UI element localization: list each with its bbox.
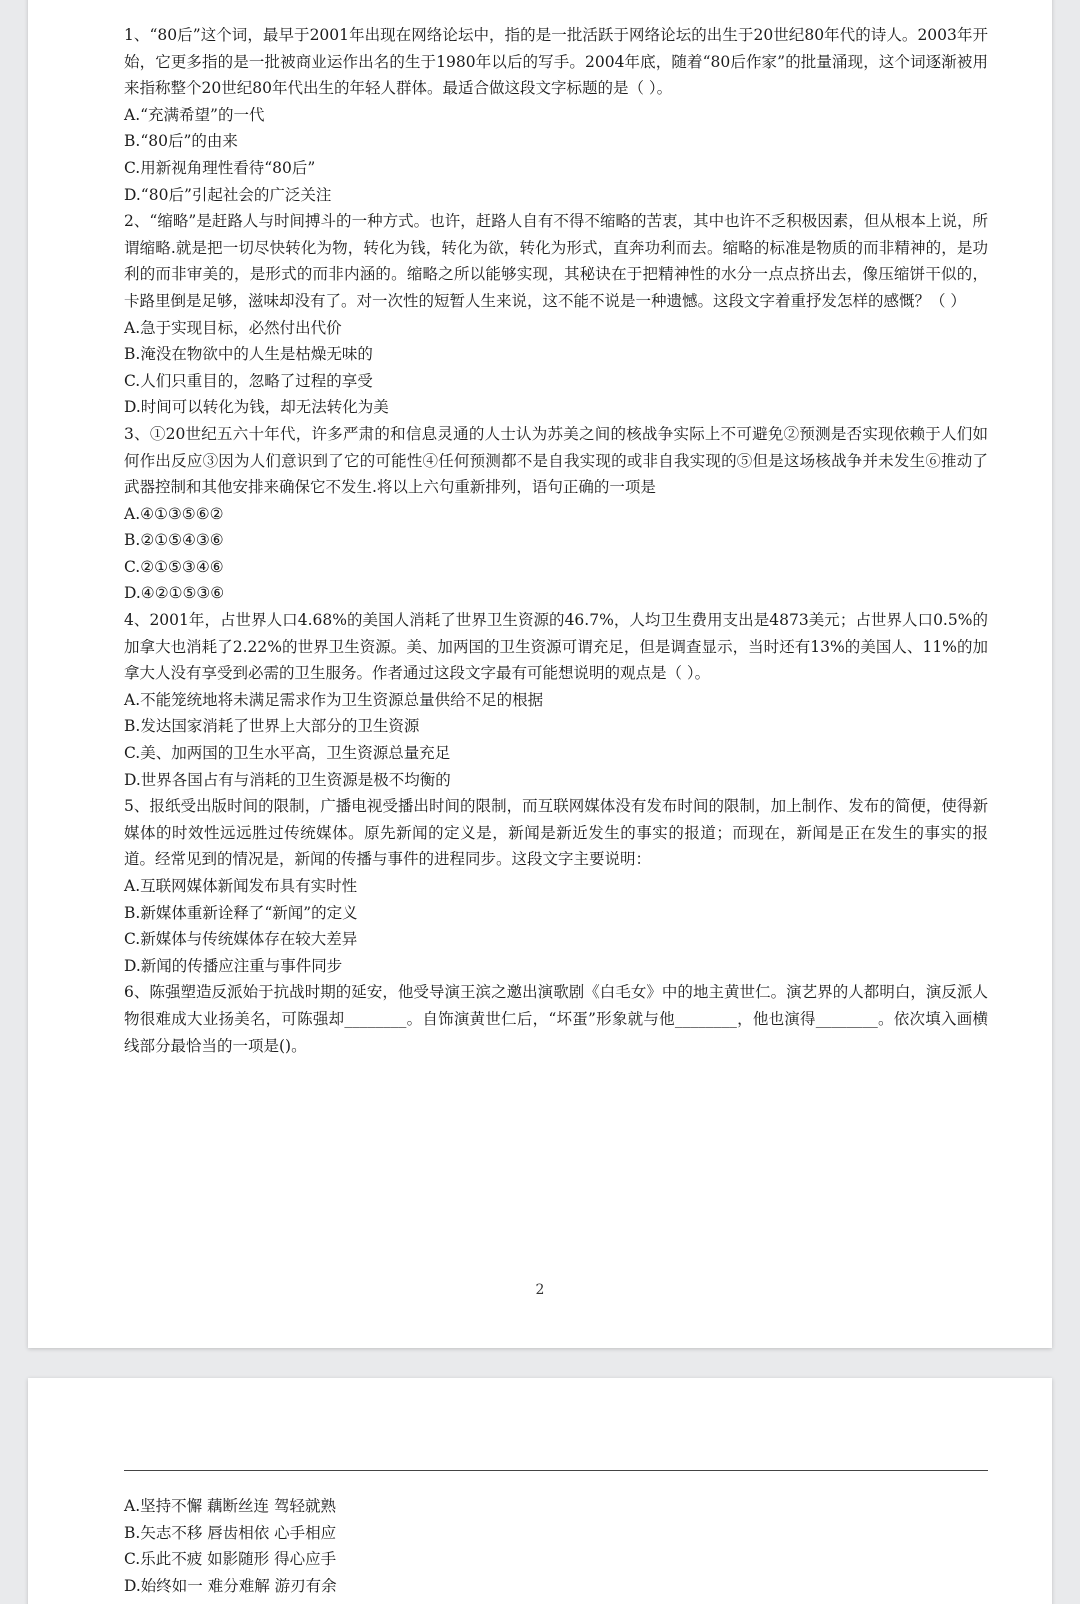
question-2-option-c: C.人们只重目的，忽略了过程的享受 <box>124 371 373 390</box>
question-1-stem: 1、“80后”这个词，最早于2001年出现在网络论坛中，指的是一批活跃于网络论坛的出生于20世纪80年代的诗人。2003年开始，它更多指的是一批被商业运作出名的生于1980年以后的写手。2004年底，随着“80后作家”的批量涌现，这个词逐渐被用来指称整个20世纪80年代出生的年轻人群体。最适合做这段文字标题的是（ ）。 <box>124 26 988 98</box>
question-5-option-b: B.新媒体重新诠释了“新闻”的定义 <box>124 903 358 922</box>
question-5-stem: 5、报纸受出版时间的限制，广播电视受播出时间的限制，而互联网媒体没有发布时间的限制，加上制作、发布的简便，使得新媒体的时效性远远胜过传统媒体。原先新闻的定义是，新闻是新近发生的事实的报道；而现在，新闻是正在发生的事实的报道。经常见到的情况是，新闻的传播与事件的进程同步。这段文字主要说明： <box>124 797 988 869</box>
question-5-option-a: A.互联网媒体新闻发布具有实时性 <box>124 877 358 895</box>
question-3-stem: 3、①20世纪五六十年代，许多严肃的和信息灵通的人士认为苏美之间的核战争实际上不可避免②预测是否实现依赖于人们如何作出反应③因为人们意识到了它的可能性④任何预测都不是自我实现的或非自我实现的⑤但是这场核战争并未发生⑥推动了武器控制和其他安排来确保它不发生.将以上六句重新排列，语句正确的一项是 <box>124 424 988 497</box>
question-6-option-d: D.始终如一 难分难解 游刃有余 <box>124 1576 337 1595</box>
question-1-option-d: D.“80后”引起社会的广泛关注 <box>124 185 332 204</box>
page-content <box>124 1493 988 1599</box>
question-2-option-d: D.时间可以转化为钱，却无法转化为美 <box>124 398 389 417</box>
question-2-option-b: B.淹没在物欲中的人生是枯燥无味的 <box>124 345 373 364</box>
question-4-option-d: D.世界各国占有与消耗的卫生资源是极不均衡的 <box>124 770 451 789</box>
question-4-option-a: A.不能笼统地将未满足需求作为卫生资源总量供给不足的根据 <box>124 690 544 709</box>
question-6-option-b: B.矢志不移 唇齿相依 心手相应 <box>124 1523 337 1542</box>
question-3-option-b: B.②①⑤④③⑥ <box>124 531 224 550</box>
question-5-option-d: D.新闻的传播应注重与事件同步 <box>124 956 343 975</box>
page-number: 2 <box>535 1282 545 1298</box>
question-2-option-a: A.急于实现目标，必然付出代价 <box>124 318 342 337</box>
question-4-stem: 4、2001年，占世界人口4.68%的美国人消耗了世界卫生资源的46.7%，人均卫生费用支出是4873美元；占世界人口0.5%的加拿大也消耗了2.22%的世界卫生资源。美、加两国的卫生资源可谓充足，但是调查显示，当时还有13%的美国人、11%的加拿大人没有享受到必需的卫生服务。作者通过这段文字最有可能想说明的观点是（ ）。 <box>124 611 988 683</box>
horizontal-rule <box>124 1470 988 1471</box>
question-6-stem: 6、陈强塑造反派始于抗战时期的延安，他受导演王滨之邀出演歌剧《白毛女》中的地主黄世仁。演艺界的人都明白，演反派人物很难成大业扬美名，可陈强却________。自饰演黄世仁后，“坏蛋”形象就与他________，他也演得________。依次填入画横线部分最恰当的一项是()。 <box>124 983 988 1055</box>
document-page-2 <box>28 0 1052 1348</box>
question-2-stem: 2、“缩略”是赶路人与时间搏斗的一种方式。也许，赶路人自有不得不缩略的苦衷，其中也许不乏积极因素，但从根本上说，所谓缩略.就是把一切尽快转化为物，转化为钱，转化为欲，转化为形式，直奔功利而去。缩略的标准是物质的而非精神的，是功利的而非审美的，是形式的而非内涵的。缩略之所以能够实现，其秘诀在于把精神性的水分一点点挤出去，像压缩饼干似的，卡路里倒是足够，滋味却没有了。对一次性的短暂人生来说，这不能不说是一种遗憾。这段文字着重抒发怎样的感慨？（ ） <box>124 212 988 310</box>
question-6-option-a: A.坚持不懈 藕断丝连 驾轻就熟 <box>124 1497 336 1515</box>
question-5-option-c: C.新媒体与传统媒体存在较大差异 <box>124 930 358 949</box>
question-1-option-a: A.“充满希望”的一代 <box>124 105 265 124</box>
question-3-option-c: C.②①⑤③④⑥ <box>124 557 224 576</box>
question-3-option-a: A.④①③⑤⑥② <box>124 504 224 523</box>
question-3-option-d: D.④②①⑤③⑥ <box>124 584 225 603</box>
document-page-3 <box>28 1378 1052 1604</box>
question-4-option-c: C.美、加两国的卫生水平高，卫生资源总量充足 <box>124 744 451 763</box>
question-4-option-b: B.发达国家消耗了世界上大部分的卫生资源 <box>124 717 420 736</box>
question-6-option-c: C.乐此不疲 如影随形 得心应手 <box>124 1550 337 1569</box>
page-content <box>124 22 988 1059</box>
question-1-option-c: C.用新视角理性看待“80后” <box>124 158 316 177</box>
question-1-option-b: B.“80后”的由来 <box>124 132 238 151</box>
